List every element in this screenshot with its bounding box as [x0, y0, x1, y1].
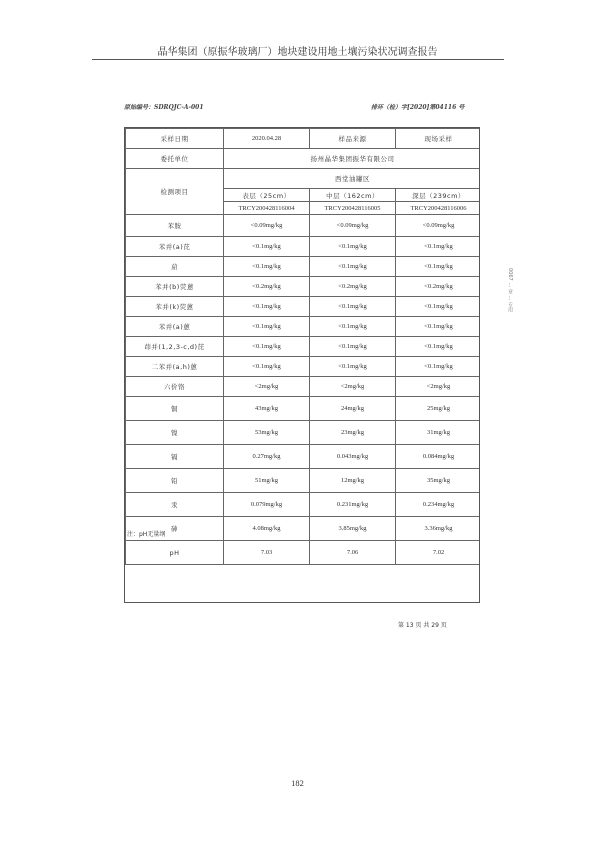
table-row	[126, 357, 481, 377]
result-value: 31mg/kg	[396, 421, 481, 445]
item-name: 苯胺	[126, 215, 224, 237]
table-row	[126, 257, 481, 277]
table-row	[126, 445, 481, 469]
results-table	[125, 128, 480, 603]
result-value: <0.1mg/kg	[396, 337, 481, 357]
item-name: pH	[126, 541, 224, 565]
result-value: <0.09mg/kg	[310, 215, 396, 237]
table-row	[126, 397, 481, 421]
page-number: 182	[291, 778, 304, 788]
note-row	[126, 565, 481, 604]
client-row	[126, 149, 481, 169]
result-value: <2mg/kg	[310, 377, 396, 397]
result-value: <0.09mg/kg	[396, 215, 481, 237]
location-value: 西堂油罐区	[224, 169, 481, 189]
result-value: <0.2mg/kg	[310, 277, 396, 297]
sample-source-value: 现场采样	[396, 129, 481, 149]
table-row	[126, 215, 481, 237]
result-value: 12mg/kg	[310, 469, 396, 493]
item-name: 苯并(a)蒽	[126, 317, 224, 337]
result-value: <0.1mg/kg	[310, 357, 396, 377]
result-value: <0.1mg/kg	[224, 337, 310, 357]
note-area	[126, 565, 481, 604]
table-row	[126, 377, 481, 397]
table-row	[126, 337, 481, 357]
result-value: 0.043mg/kg	[310, 445, 396, 469]
result-value: <0.1mg/kg	[310, 237, 396, 257]
result-value: 0.27mg/kg	[224, 445, 310, 469]
result-value: <2mg/kg	[224, 377, 310, 397]
results-table-frame	[124, 127, 480, 603]
result-value: <0.1mg/kg	[396, 257, 481, 277]
table-row	[126, 517, 481, 541]
item-name: 苯并(b)荧蒽	[126, 277, 224, 297]
result-value: <2mg/kg	[396, 377, 481, 397]
table-row	[126, 297, 481, 317]
table-row	[126, 277, 481, 297]
result-value: <0.1mg/kg	[224, 257, 310, 277]
item-name: 䓛	[126, 257, 224, 277]
result-value: <0.1mg/kg	[310, 337, 396, 357]
side-stamp-marks: 0067 … 章 … 专用	[507, 268, 513, 313]
header-divider	[92, 59, 504, 60]
sample-code-surface: TRCY200428116004	[224, 202, 310, 215]
result-value: 24mg/kg	[310, 397, 396, 421]
result-value: 4.08mg/kg	[224, 517, 310, 541]
item-name: 镉	[126, 445, 224, 469]
client-label: 委托单位	[126, 149, 224, 169]
result-value: 3.85mg/kg	[310, 517, 396, 541]
result-value: 25mg/kg	[396, 397, 481, 421]
result-value: 51mg/kg	[224, 469, 310, 493]
sample-code-deep: TRCY200428116006	[396, 202, 481, 215]
result-value: <0.2mg/kg	[224, 277, 310, 297]
table-note: 注：pH无量纲	[127, 531, 166, 538]
result-value: 43mg/kg	[224, 397, 310, 421]
result-value: 0.079mg/kg	[224, 493, 310, 517]
table-row	[126, 421, 481, 445]
item-name: 汞	[126, 493, 224, 517]
sampling-date-label: 采样日期	[126, 129, 224, 149]
scan-page-of: 第 13 页 共 29 页	[398, 622, 447, 629]
item-name: 苯并(a)芘	[126, 237, 224, 257]
result-value: <0.1mg/kg	[310, 317, 396, 337]
item-name: 铅	[126, 469, 224, 493]
item-name: 六价铬	[126, 377, 224, 397]
result-value: 7.03	[224, 541, 310, 565]
item-label: 检测项目	[126, 169, 224, 215]
layer-surface: 表层（25cm）	[224, 189, 310, 202]
sample-source-label: 样品来源	[310, 129, 396, 149]
table-row	[126, 493, 481, 517]
table-row	[126, 237, 481, 257]
result-value: <0.1mg/kg	[224, 237, 310, 257]
result-value: 35mg/kg	[396, 469, 481, 493]
result-value: 0.234mg/kg	[396, 493, 481, 517]
result-value: <0.1mg/kg	[224, 297, 310, 317]
result-value: <0.1mg/kg	[396, 317, 481, 337]
table-row	[126, 469, 481, 493]
result-value: <0.09mg/kg	[224, 215, 310, 237]
table-row	[126, 317, 481, 337]
item-name: 二苯并(a,h)蒽	[126, 357, 224, 377]
table-row	[126, 541, 481, 565]
result-value: <0.1mg/kg	[310, 297, 396, 317]
sampling-date-value: 2020.04.28	[224, 129, 310, 149]
report-header-title: 晶华集团（原振华玻璃厂）地块建设用地土壤污染状况调查报告	[157, 47, 438, 58]
client-value: 扬州晶华集团振华有限公司	[224, 149, 481, 169]
sampling-date-row	[126, 129, 481, 149]
result-value: 0.231mg/kg	[310, 493, 396, 517]
result-value: <0.1mg/kg	[396, 357, 481, 377]
form-number: 原始编号：SDRQJC-A-001	[124, 104, 204, 111]
result-value: <0.2mg/kg	[396, 277, 481, 297]
result-value: 7.06	[310, 541, 396, 565]
item-name: 茚并(1,2,3-c,d)芘	[126, 337, 224, 357]
result-value: <0.1mg/kg	[224, 317, 310, 337]
result-value: <0.1mg/kg	[396, 237, 481, 257]
layer-middle: 中层（162cm）	[310, 189, 396, 202]
item-name: 苯并(k)荧蒽	[126, 297, 224, 317]
item-name: 铜	[126, 397, 224, 421]
result-value: 0.084mg/kg	[396, 445, 481, 469]
layer-deep: 深层（239cm）	[396, 189, 481, 202]
result-value: 53mg/kg	[224, 421, 310, 445]
item-name: 镍	[126, 421, 224, 445]
result-value: 7.02	[396, 541, 481, 565]
result-value: 3.36mg/kg	[396, 517, 481, 541]
report-number: 排环（检）字[2020]第04116 号	[371, 104, 465, 111]
result-value: <0.1mg/kg	[224, 357, 310, 377]
item-name: 砷	[126, 517, 224, 541]
result-value: <0.1mg/kg	[396, 297, 481, 317]
sample-code-middle: TRCY200428116005	[310, 202, 396, 215]
result-value: <0.1mg/kg	[310, 257, 396, 277]
result-value: 23mg/kg	[310, 421, 396, 445]
location-row	[126, 169, 481, 189]
